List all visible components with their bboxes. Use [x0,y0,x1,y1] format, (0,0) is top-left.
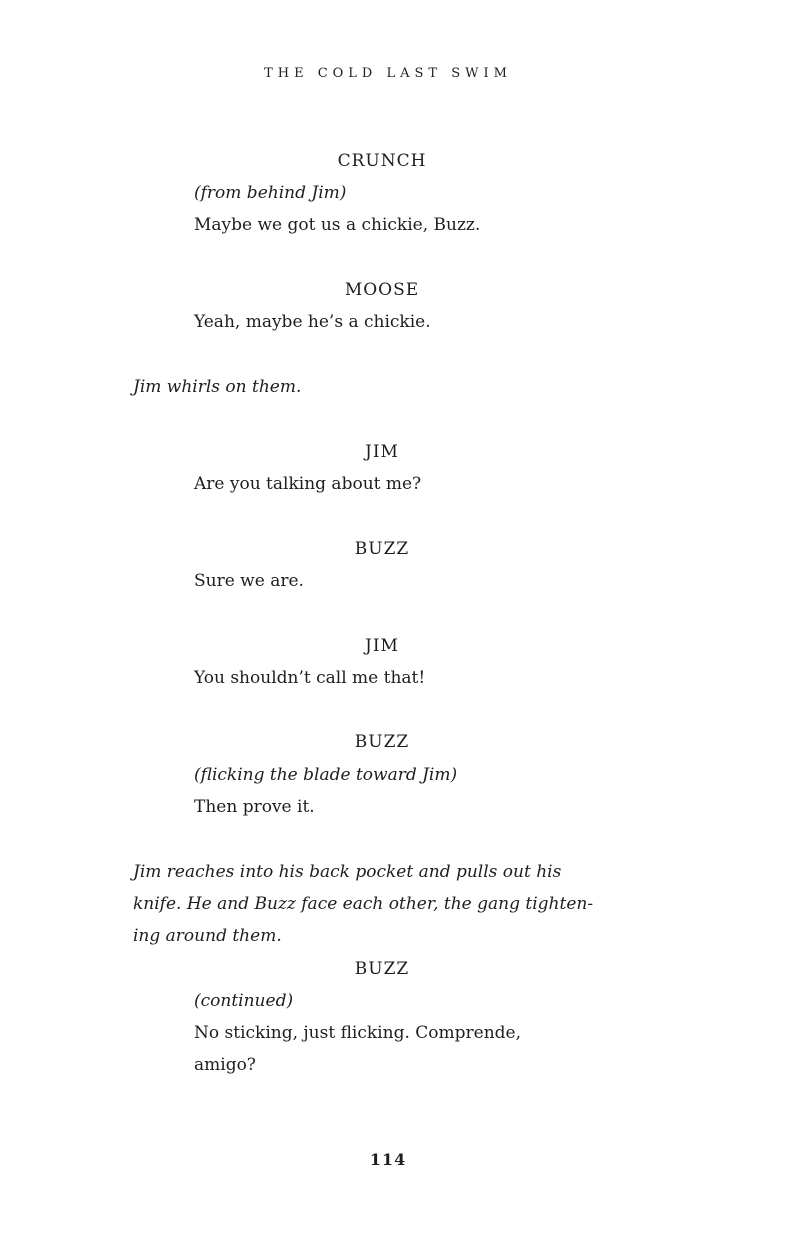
character-name: BUZZ [354,539,410,559]
dialogue-line: No sticking, just flicking. Comprende, [194,1023,521,1043]
character-name: CRUNCH [337,151,427,171]
dialogue-line: Maybe we got us a chickie, Buzz. [194,215,481,235]
dialogue-line: amigo? [194,1055,256,1075]
character-name: BUZZ [354,959,410,979]
character-name: JIM [365,636,399,656]
character-name: BUZZ [354,732,410,752]
action-line: Jim reaches into his back pocket and pulls out his [133,862,562,882]
page-number: 114 [369,1150,407,1169]
dialogue-block [194,1017,521,1081]
parenthetical: (from behind Jim) [194,183,347,203]
dialogue-line: Are you talking about me? [194,474,422,494]
action-paragraph [133,856,593,952]
action-line: Jim whirls on them. [133,377,302,397]
character-name: JIM [365,442,399,462]
dialogue-line: Sure we are. [194,571,304,591]
character-name: MOOSE [344,280,420,300]
parenthetical: (flicking the blade toward Jim) [194,765,458,785]
dialogue-line: Yeah, maybe he’s a chickie. [194,312,431,332]
running-head: THE COLD LAST SWIM [264,66,512,81]
action-line: knife. He and Buzz face each other, the gang tighten- [133,894,594,914]
parenthetical: (continued) [194,991,294,1011]
dialogue-line: Then prove it. [194,797,315,817]
action-line: ing around them. [133,926,282,946]
dialogue-line: You shouldn’t call me that! [194,668,426,688]
